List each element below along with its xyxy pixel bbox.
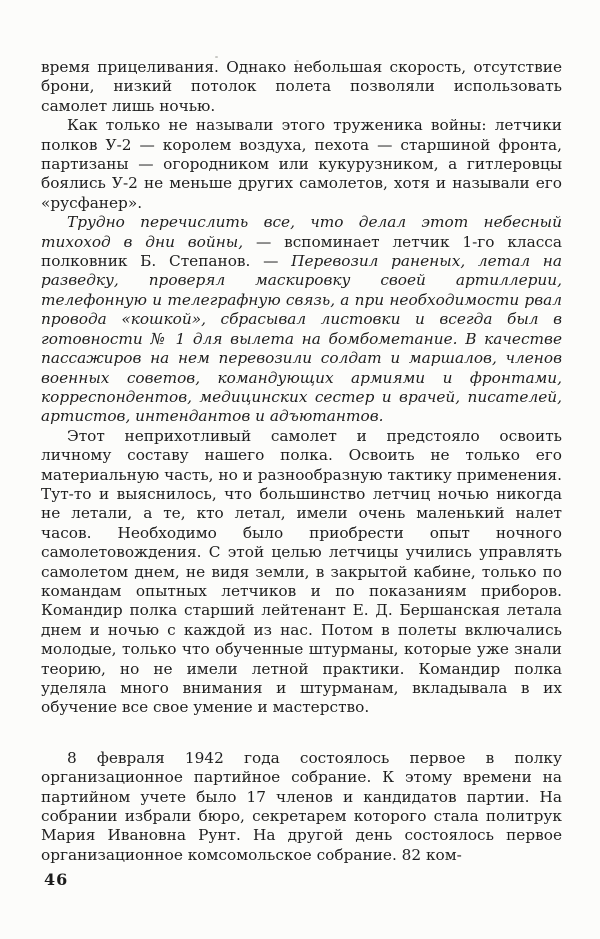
quote-italic-body: Перевозил раненых, летал на разведку, проверял маскировку своей артиллерии, телефонную и телеграфную связь, а при необходимости рвал провода «кошкой», сбрасывал листовки и всегда был в готовности № 1 для вылета на бомбометание. В качестве пассажиров на нем перевозили солдат и маршалов, членов военных советов, командующих армиями и фронтами, корреспондентов, медицинских сестер и врачей, писателей, артистов, интендантов и адъютантов. <box>41 252 562 426</box>
paragraph-nicknames: Как только не называли этого труженика войны: летчики полков У-2 — королем воздуха, пехота — старшиной фронта, партизаны — огородником или кукурузником, а гитлеровцы боялись У-2 не меньше других самолетов, хотя и называли его «русфанер». <box>41 116 562 212</box>
text-block <box>41 58 562 865</box>
paragraph-party-meeting: 8 февраля 1942 года состоялось первое в полку организационное партийное собрание. К этому времени на партийном учете было 17 членов и кандидатов партии. На собрании избрали бюро, секретарем которого стала политрук Мария Ивановна Рунт. На другой день состоялось первое организационное комсомольское собрание. 82 ком- <box>41 748 562 864</box>
paragraph-continuation: время прицеливания. Однако небольшая скорость, отсутствие брони, низкий потолок полета позволяли использовать самолет лишь ночью. <box>41 58 562 115</box>
page-number: 46 <box>44 870 69 889</box>
paragraph-training: Этот неприхотливый самолет и предстояло освоить личному составу нашего полка. Освоить не только его материальную часть, но и разнообразную тактику применения. Тут-то и выяснилось, что большинство летчиц ночью никогда не летали, а те, кто летал, имели очень маленький налет часов. Необходимо было приобрести опыт ночного самолетовождения. С этой целью летчицы учились управлять самолетом днем, не видя земли, в закрытой кабине, только по командам опытных летчиков и по показаниям приборов. Командир полка старший лейтенант Е. Д. Бершанская летала днем и ночью с каждой из нас. Потом в полеты включались молодые, только что обученные штурманы, которые уже знали теорию, но не имели летной практики. Командир полка уделяла много внимания и штурманам, вкладывала в их обучение все свое умение и мастерство. <box>41 426 562 717</box>
quote-attribution: — вспоминает летчик 1-го класса полковник Б. Степанов. — <box>41 232 562 271</box>
paragraph-quote <box>41 213 562 426</box>
quote-italic-opening: Трудно перечислить все, что делал этот небесный тихоход в дни войны, <box>41 213 562 251</box>
